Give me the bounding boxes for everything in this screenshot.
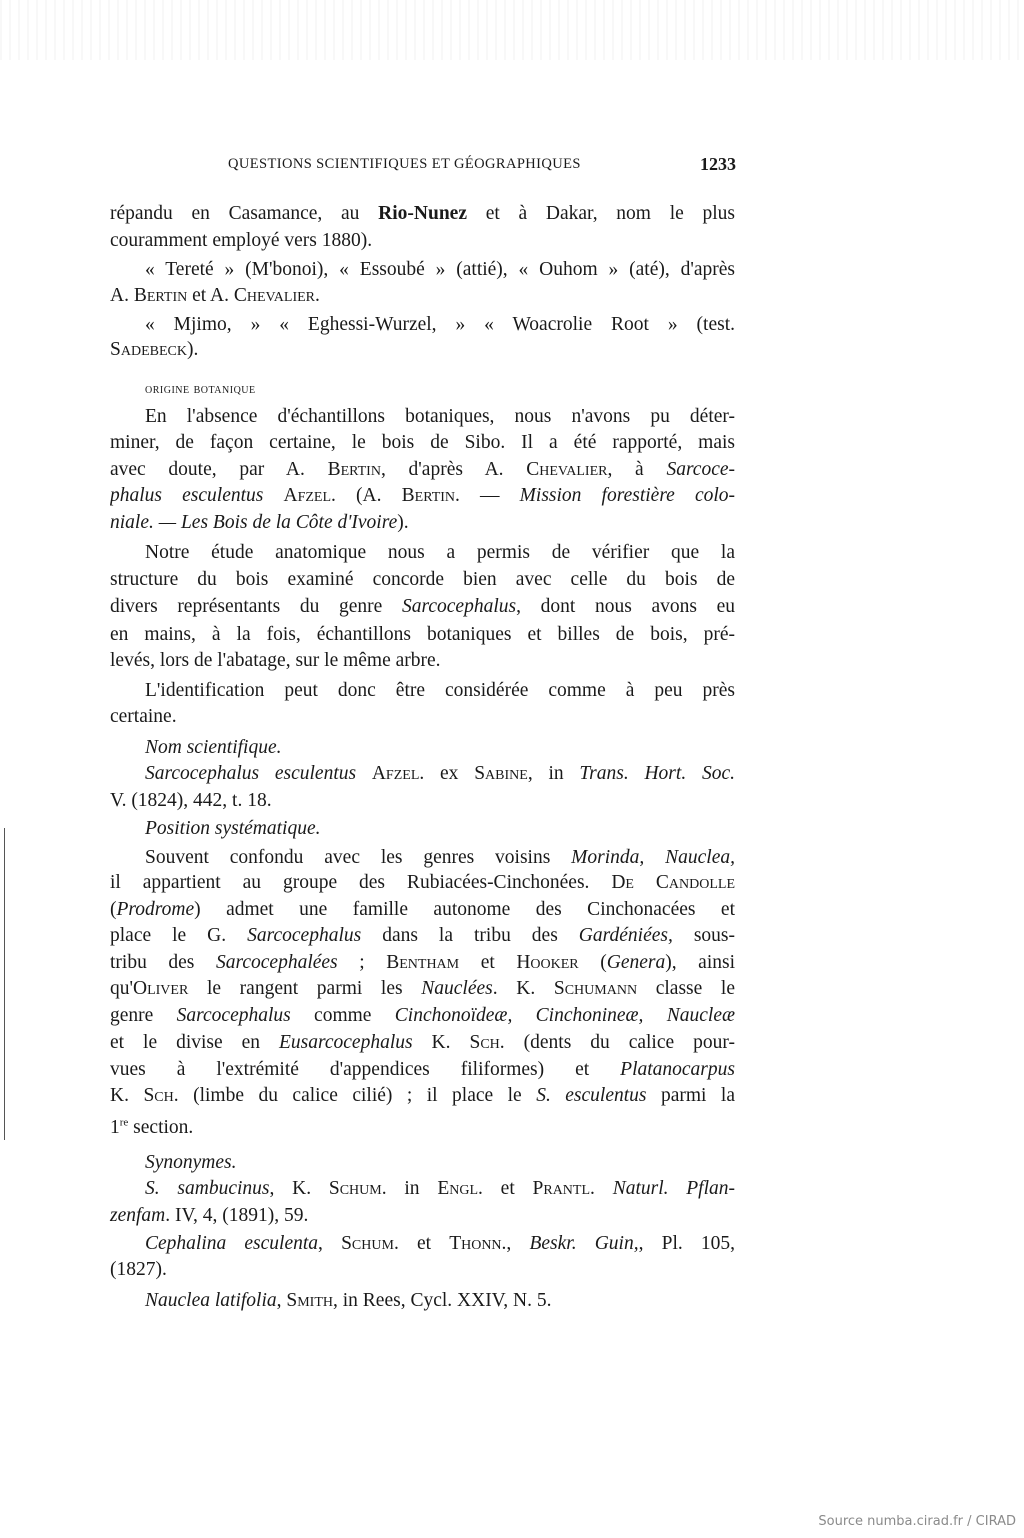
text-line [145,845,735,871]
text-line [145,540,735,566]
text-run: Sarcoce- [666,459,735,480]
text-line [110,950,735,976]
page-number: 1233 [700,154,736,174]
text-line [145,1231,735,1257]
text-run: Smith [286,1290,333,1311]
text-line [110,897,735,923]
text-run: répandu en Casamance, au [110,203,379,224]
text-run: et à Dakar, nom le plus [466,203,735,224]
text-line [110,567,735,593]
text-run: sous- [672,925,735,946]
text-run: . (limbe du calice cilié) ; il place le [173,1085,537,1106]
text-run: certaine. [110,706,177,727]
text-line [110,1057,735,1083]
text-run: place le G. [110,925,248,946]
text-run: ), ainsi [665,952,735,973]
text-line [145,377,256,403]
text-line [110,648,441,674]
text-run: Mission forestière colo- [519,485,735,506]
text-run: S. sambucinus [145,1178,270,1199]
text-run: Sarcocephalus [247,925,362,946]
text-run: , in Rees, Cycl. XXIV, N. 5. [333,1290,552,1311]
text-run: classe le [637,978,735,999]
text-run: levés, lors de l'abatage, sur le même arbre. [110,650,441,671]
text-line [145,735,281,761]
text-run: tribu des [110,952,216,973]
text-run: Bertin [133,285,188,306]
text-run: (1827). [110,1259,167,1280]
text-run: Prantl [532,1178,591,1199]
text-run: 1 [110,1117,120,1138]
text-run: et le divise en [110,1032,279,1053]
text-line [110,1003,735,1029]
text-line [110,510,409,536]
text-run: Sarcocephalées [215,952,338,973]
text-run: Thonn [449,1233,502,1254]
text-line [145,1150,237,1176]
text-run: , [318,1233,342,1254]
text-run: Schum [341,1233,394,1254]
text-run: ). [397,512,409,533]
text-line [110,870,735,896]
text-run: Rio-Nunez [378,203,467,224]
source-credit: Source numba.cirad.fr / CIRAD [818,1514,1016,1529]
text-run: Sarcocephalus esculentus [145,763,357,784]
text-run: ). [186,339,199,360]
text-run: Genera [606,952,666,973]
text-run: . (dents du calice pour- [499,1032,735,1053]
text-run: Sarcocephalus [401,596,517,617]
text-line [110,1115,193,1141]
text-run: , à [607,459,667,480]
text-run: Synonymes. [145,1152,237,1173]
text-line [110,788,272,814]
text-run: Engl [437,1178,479,1199]
text-run: ( [110,899,117,920]
text-run: en mains, à la fois, échantillons botaniques et billes de bois, pré- [110,624,735,645]
text-run: le rangent parmi les [188,978,422,999]
text-run: Afzel [283,485,332,506]
text-run: Trans. Hort. Soc. [579,763,735,784]
text-line [110,976,735,1002]
text-line [110,228,372,254]
text-run: . ex [419,763,475,784]
text-line [145,761,735,787]
text-run: Platanocarpus [620,1059,735,1080]
text-line [145,678,735,704]
text-run: . (A. [331,485,402,506]
running-header: QUESTIONS SCIENTIFIQUES ET GÉOGRAPHIQUES [228,156,581,172]
text-run: phalus esculentus [110,485,264,506]
text-run: ) admet une famille autonome des Cinchonacées et [194,899,735,920]
text-line [110,704,177,730]
text-run: vues à l'extrémité d'appendices filiformes) et [110,1059,621,1080]
text-run: . K. [492,978,554,999]
text-line [110,201,735,227]
text-run: re [119,1116,129,1129]
text-line [110,923,735,949]
text-run: Cinchonoïdeæ, Cinchonineæ, Naucleæ [394,1005,735,1026]
text-run: Schumann [553,978,638,999]
text-run: A. [110,285,134,306]
text-run: Oliver [133,978,189,999]
text-run: De Candolle [611,872,735,893]
text-run: . in [381,1178,438,1199]
text-run: Morinda, Nauclea, [571,847,735,868]
text-line [145,816,320,842]
text-run: Hooker [516,952,579,973]
text-run: Chevalier [526,459,608,480]
text-run: En l'absence d'échantillons botaniques, nous n'avons pu déter- [145,406,735,427]
text-line [145,1288,551,1314]
text-run: ; [337,952,387,973]
text-run: S. esculentus [536,1085,647,1106]
text-run: et A. [187,285,234,306]
text-run: « Tereté » (M'bonoi), « Essoubé » (attié), « Ouhom » (até), d'après [145,259,735,280]
text-run: , [276,1290,287,1311]
text-run: ., [501,1233,530,1254]
text-run: . IV, 4, (1891), 59. [165,1205,309,1226]
text-run: avec doute, par A. [110,459,328,480]
text-run: Sadebeck [110,339,187,360]
text-run: qu' [110,978,134,999]
text-run: genre [110,1005,177,1026]
text-run: . [315,285,320,306]
text-run: , Pl. 105, [638,1233,735,1254]
text-line [110,1203,308,1229]
text-line [110,1257,167,1283]
text-run: Notre étude anatomique nous a permis de vérifier que la [145,542,735,563]
text-line [145,312,735,338]
text-run: miner, de façon certaine, le bois de Sibo. Il a été rapporté, mais [110,432,735,453]
scan-edge-line [4,828,5,1140]
text-line [110,337,198,363]
text-run: Eusarcocephalus [279,1032,413,1053]
text-run: , K. [269,1178,329,1199]
text-run: Position systématique. [145,818,321,839]
text-run: Nom scientifique. [145,737,282,758]
text-run: V. (1824), 442, t. 18. [110,790,272,811]
text-run: Nauclées [421,978,493,999]
text-run: . — [455,485,520,506]
text-run: . et [478,1178,533,1199]
text-run: Schum [328,1178,382,1199]
text-run [263,485,283,506]
text-run: . et [393,1233,450,1254]
text-line [110,457,735,483]
text-run: Bertin [327,459,381,480]
text-line [110,430,735,456]
text-line [110,1030,735,1056]
text-run: origine botanique [145,382,256,397]
text-run: , dont nous avons eu [516,596,735,617]
text-run: niale. — Les Bois de la Côte d'Ivoire [110,512,398,533]
text-run: Afzel [371,763,420,784]
text-run: divers représentants du genre [110,596,402,617]
text-run: Nauclea latifolia [145,1290,277,1311]
scan-noise [0,0,1024,60]
text-run: section. [128,1117,194,1138]
text-run: . [590,1178,613,1199]
text-run: Beskr. Guin, [529,1233,639,1254]
text-run [356,763,372,784]
text-run: , in [527,763,580,784]
text-run: Chevalier [233,285,316,306]
text-run: dans la tribu des [361,925,579,946]
text-line [145,404,735,430]
text-run: , d'après A. [380,459,527,480]
text-run: il appartient au groupe des Rubiacées-Cinchonées. [110,872,612,893]
text-line [110,622,735,648]
text-run: zenfam [110,1205,166,1226]
text-run: Sabine [474,763,528,784]
text-run: K. [412,1032,470,1053]
text-run: Gardéniées, [578,925,673,946]
text-line [110,483,735,509]
text-line [145,1176,735,1202]
text-line [110,1083,735,1109]
text-run: Sch [469,1032,500,1053]
text-run: et [459,952,517,973]
text-line [110,594,735,620]
text-run: K. [110,1085,144,1106]
text-run: Naturl. Pflan- [612,1178,735,1199]
text-run: ( [578,952,607,973]
text-run: L'identification peut donc être considérée comme à peu près [145,680,735,701]
text-run: « Mjimo, » « Eghessi-Wurzel, » « Woacrolie Root » (test. [145,314,735,335]
text-run: Souvent confondu avec les genres voisins [145,847,572,868]
text-run: Bentham [386,952,460,973]
text-run: Prodrome [116,899,195,920]
text-run: comme [290,1005,395,1026]
text-run: Cephalina esculenta [145,1233,319,1254]
text-run: couramment employé vers 1880). [110,230,373,251]
text-line [110,283,320,309]
text-run: parmi la [646,1085,735,1106]
text-run: structure du bois examiné concorde bien avec celle du bois de [110,569,735,590]
text-run: Sarcocephalus [176,1005,291,1026]
text-run: Sch [143,1085,174,1106]
text-line [145,257,735,283]
text-run: Bertin [401,485,456,506]
